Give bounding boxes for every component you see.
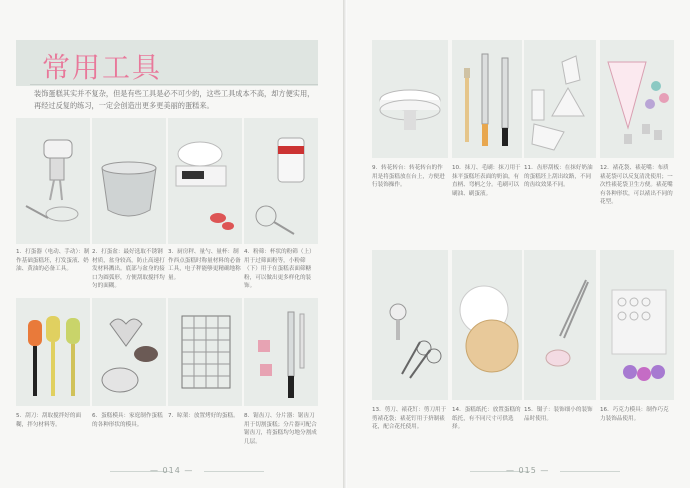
caption-11: 11．齿形刮板：在抹好奶油的蛋糕坯上刮出纹路，不同的齿纹效果不同。: [524, 165, 593, 189]
photo-chocolate-molds: [600, 250, 674, 400]
caption-16: 16．巧克力模具：制作巧克力装饰品使用。: [600, 407, 669, 422]
caption-8: 8．锯齿刀、分片器：锯齿刀用于切割蛋糕；分片器可配合锯齿刀，将蛋糕均匀地分割成几层。: [244, 413, 317, 445]
photo-spatula-brush: [452, 40, 522, 158]
photo-mixer: [16, 118, 90, 244]
sifter-illustration: [244, 118, 318, 244]
caption-14: 14．蛋糕纸托：放置蛋糕的纸托，有不同尺寸可供选择。: [452, 407, 521, 431]
scissors-illustration: [372, 250, 448, 400]
caption-13: 13．剪刀、裱花钉：剪刀用于剪裱花袋；裱花钉用于挤制裱花，配合花托使用。: [372, 407, 447, 431]
mixer-illustration: [16, 118, 90, 244]
intro-paragraph: 装饰蛋糕其实并不复杂，但是有些工具是必不可少的，这些工具成本不高，却方便实用，再经过反复的练习，一定会创造出更多更美丽的蛋糕来。: [34, 89, 315, 110]
spatula-illustration: [16, 298, 90, 406]
folio-rule-right-2: [560, 471, 620, 472]
chocolate-mold-illustration: [600, 250, 674, 400]
page-number-right-value: 015: [518, 466, 537, 475]
caption-12: 12．裱花袋、裱花嘴：布质裱花袋可以反复清洗使用；一次性裱花袋卫生方便。裱花嘴有各种形状，可以裱出不同的花型。: [600, 165, 673, 206]
photo-piping-bags: [600, 40, 674, 158]
caption-9: 9．转花转台：转花转台的作用是将蛋糕放在台上，方便进行装饰操作。: [372, 165, 445, 189]
scraper-illustration: [524, 40, 596, 158]
photo-comb-scrapers: [524, 40, 596, 158]
photo-sifters: [244, 118, 318, 244]
photo-turntable: [372, 40, 448, 158]
page-title: 常用工具: [42, 51, 163, 84]
caption-2: 2．打蛋盆：最好选取不锈钢材质，盆身较高，防止高速打发材料溅出。底部与盆身的接口为圆弧形，方便刮取搅拌均匀的面糊。: [92, 249, 165, 290]
photo-cooling-rack: [168, 298, 242, 406]
photo-tweezers: [524, 250, 596, 400]
scale-illustration: [168, 118, 242, 244]
caption-7: 7．晾架：放置烤好的蛋糕。: [168, 413, 239, 419]
turntable-illustration: [372, 40, 448, 158]
page-number-left-value: 014: [162, 466, 181, 475]
caption-6: 6．蛋糕模具：家庭制作蛋糕的各种形状的模具。: [92, 413, 163, 428]
molds-illustration: [92, 298, 166, 406]
photo-serrated-knife: [244, 298, 318, 406]
brush-illustration: [452, 40, 522, 158]
piping-illustration: [600, 40, 674, 158]
caption-4: 4．粉筛：杯状的粉筛（上）用于过筛面粉等，小粉筛（下）用于在蛋糕表面筛糖粉，可以做出更多样化的装饰。: [244, 249, 315, 290]
caption-1: 1．打蛋器（电动、手动）：制作基础蛋糕坯，打发蛋液、奶油、黄油的必备工具。: [16, 249, 90, 273]
caption-5: 5．刮刀：刮取搅拌好的面糊，拌匀材料等。: [16, 413, 82, 428]
caption-10: 10．抹刀、毛刷：抹刀用于抹平蛋糕坯表面的奶油，有直柄、弯柄之分。毛刷可以刷油、刷蛋液。: [452, 165, 521, 197]
photo-mixing-bowl: [92, 118, 166, 244]
book-gutter: [343, 0, 347, 488]
bowl-illustration: [92, 118, 166, 244]
caption-3: 3．厨房秤、量勺、量杯：制作西点蛋糕时称量材料的必备工具，电子秤能够更精确地称量。: [168, 249, 241, 281]
tweezers-illustration: [524, 250, 596, 400]
board-illustration: [452, 250, 522, 400]
photo-kitchen-scale: [168, 118, 242, 244]
rack-illustration: [168, 298, 242, 406]
photo-scissors-nail: [372, 250, 448, 400]
photo-cake-boards: [452, 250, 522, 400]
title-underline: [30, 84, 318, 85]
caption-15: 15．镊子：装饰细小的装饰品时使用。: [524, 407, 593, 422]
folio-rule-left-2: [204, 471, 264, 472]
photo-spatulas: [16, 298, 90, 406]
page-number-right: — 015 —: [506, 466, 550, 475]
knife-illustration: [244, 298, 318, 406]
page-number-left: — 014 —: [150, 466, 194, 475]
photo-cake-molds: [92, 298, 166, 406]
